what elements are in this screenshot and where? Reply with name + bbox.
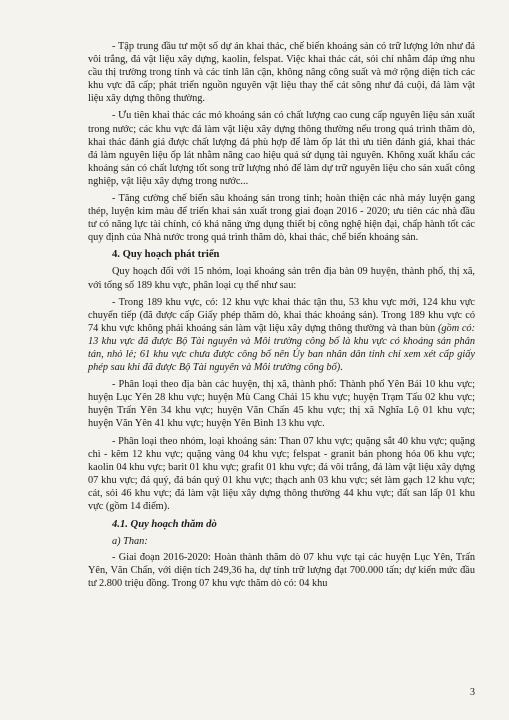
paragraph-mining-investment: - Tập trung đầu tư một số dự án khai thác, chế biến khoáng sản có trữ lượng lớn như đá vôi trắng, đá vật liệu xây dựng, kaolin, felspat. Việc khai thác cát, sỏi chỉ nhằm đáp ứng nhu cầu thị trường trong tỉnh và các tỉnh lân cận, không nâng công suất và mở rộng diện tích các khu vực đã cấp; phát triển nguồn nguyên vật liệu thay thế cát sông như đá cuội, đá làm vật liệu xây dựng thông thường. xyxy=(88,41,475,105)
section-heading-exploration-plan: 4.1. Quy hoạch thăm dò xyxy=(112,519,217,531)
area-breakdown-note: (gồm có: 13 khu vực đã được Bộ Tài nguyên và Môi trường công bố là khu vực có khoáng sản phân tán, nhỏ lẻ; 61 khu vực chưa được công bố nên Ủy ban nhân dân tỉnh chỉ xem xét cấp giấy phép sau khi đã được Bộ Tài nguyên và Môi trường công bố) xyxy=(88,322,476,374)
subheading-coal: a) Than: xyxy=(112,536,148,548)
area-breakdown-end: . xyxy=(340,362,343,374)
page-number: 3 xyxy=(470,687,475,698)
paragraph-coal-phase: - Giai đoạn 2016-2020: Hoàn thành thăm dò 07 khu vực tại các huyện Lục Yên, Trấn Yên, Văn Chấn, với diện tích 249,36 ha, dự tính trữ lượng đạt 700.000 tấn; dự kiến mức đầu tư 2.800 triệu đồng. Trong 07 khu vực thăm dò có: 04 khu xyxy=(88,552,475,590)
paragraph-deep-processing: - Tăng cường chế biến sâu khoáng sản trong tỉnh; hoàn thiện các nhà máy luyện gang thép, luyện kim màu để triển khai sản xuất trong giai đoạn 2016 - 2020; ưu tiên các nhà đầu tư có năng lực tài chính, có khả năng ứng dụng thiết bị công nghệ hiện đại, chấp hành tốt các quy định của Nhà nước trong quá trình thăm dò, khai thác, chế biến khoáng sản. xyxy=(88,193,475,244)
area-breakdown-text: - Trong 189 khu vực, có: 12 khu vực khai thác tận thu, 53 khu vực mới, 124 khu vực chuyển tiếp (đã được cấp Giấy phép thăm dò, khai thác khoáng sản). Trong 189 khu vực có 74 khu vực không phải khoáng sản làm vật liệu xây dựng thông thường và than bùn xyxy=(88,296,475,334)
paragraph-area-breakdown xyxy=(88,296,475,375)
paragraph-by-district: - Phân loại theo địa bàn các huyện, thị xã, thành phố: Thành phố Yên Bái 10 khu vực; huyện Lục Yên 28 khu vực; huyện Mù Cang Chải 15 khu vực; huyện Trạm Tấu 02 khu vực; huyện Trấn Yên 34 khu vực; huyện Văn Chấn 45 khu vực; thị xã Nghĩa Lộ 01 khu vực; huyện Văn Yên 41 khu vực; huyện Yên Bình 13 khu vực. xyxy=(88,379,475,430)
section-heading-development-plan: 4. Quy hoạch phát triển xyxy=(112,249,220,261)
paragraph-priority-exploitation: - Ưu tiên khai thác các mỏ khoáng sản có chất lượng cao cung cấp nguyên liệu sản xuất trong nước; các khu vực đá làm vật liệu xây dựng thông thường nếu trong quá trình thăm dò, khai thác đánh giá được chất lượng đá phù hợp để làm ốp lát thì ưu tiên đánh giá, khai thác đá làm nguyên liệu ốp lát nhằm nâng cao hiệu quả sử dụng tài nguyên. Không xuất khẩu các khoáng sản có chất lượng tốt song trữ lượng nhỏ để làm dự trữ nguyên liệu cho sản xuất công nghiệp, vật liệu xây dựng trong nước... xyxy=(88,110,475,187)
paragraph-by-mineral-type: - Phân loại theo nhóm, loại khoáng sản: Than 07 khu vực; quặng sắt 40 khu vực; quặng chì - kẽm 12 khu vực; quặng vàng 04 khu vực; felspat - granit bán phong hóa 06 khu vực; kaolin 04 khu vực; barit 01 khu vực; grafit 01 khu vực; đá vôi trắng, đá làm vật liệu xây dựng 07 khu vực; đá quý, đá bán quý 01 khu vực; thạch anh 03 khu vực; sét làm gạch 12 khu vực; cát, sỏi 46 khu vực; đá làm vật liệu xây dựng thông thường 44 khu vực; đất san lấp 01 khu vực (gồm 14 điểm). xyxy=(88,435,475,512)
paragraph-plan-overview: Quy hoạch đối với 15 nhóm, loại khoáng sản trên địa bàn 09 huyện, thành phố, thị xã, với tổng số 189 khu vực, phân loại cụ thể như sau: xyxy=(88,266,475,291)
